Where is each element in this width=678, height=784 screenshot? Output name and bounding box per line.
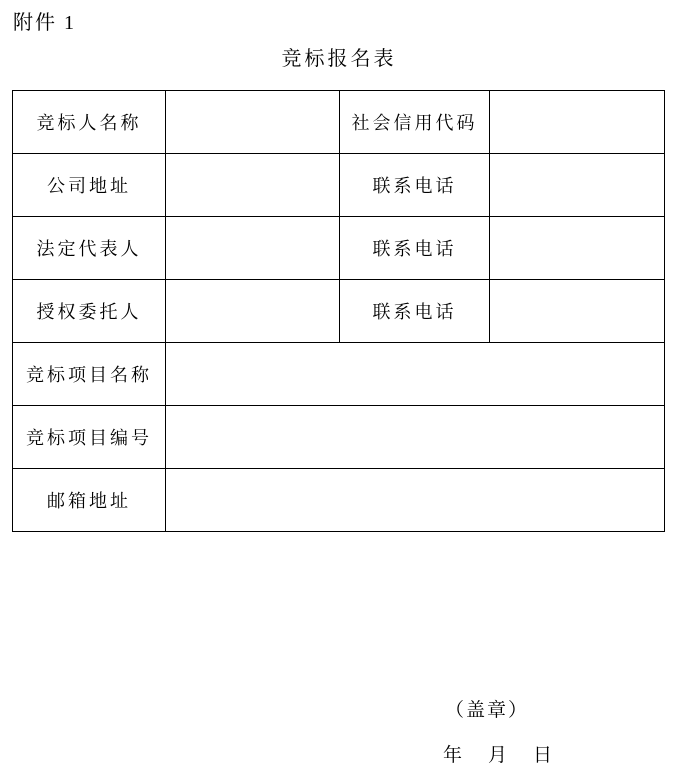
date-day-label: 日 [533, 745, 553, 766]
table-row-company-address [13, 154, 665, 217]
field-label-bidder-name: 竞标人名称 [13, 91, 166, 154]
date-placeholder [443, 740, 552, 767]
field-value-authorized-agent[interactable] [166, 280, 340, 343]
field-label-contact-phone-1: 联系电话 [340, 154, 490, 217]
field-label-contact-phone-3: 联系电话 [340, 280, 490, 343]
field-value-project-number[interactable] [166, 406, 665, 469]
field-label-email-address: 邮箱地址 [13, 469, 166, 532]
date-year-label: 年 [443, 745, 463, 766]
table-row-legal-representative [13, 217, 665, 280]
field-value-legal-representative[interactable] [166, 217, 340, 280]
table-row-project-name [13, 343, 665, 406]
page-title: 竞标报名表 [281, 48, 397, 70]
registration-table [12, 90, 665, 532]
seal-placeholder: （盖章） [445, 700, 530, 721]
field-value-contact-phone-2[interactable] [490, 217, 665, 280]
field-label-legal-representative: 法定代表人 [13, 217, 166, 280]
table-row-project-number [13, 406, 665, 469]
field-value-company-address[interactable] [166, 154, 340, 217]
attachment-label: 附件 1 [13, 12, 76, 34]
field-value-email-address[interactable] [166, 469, 665, 532]
date-month-label: 月 [488, 745, 508, 766]
field-label-company-address: 公司地址 [13, 154, 166, 217]
field-value-bidder-name[interactable] [166, 91, 340, 154]
field-label-social-credit-code: 社会信用代码 [340, 91, 490, 154]
field-label-authorized-agent: 授权委托人 [13, 280, 166, 343]
table-row-authorized-agent [13, 280, 665, 343]
field-label-project-name: 竞标项目名称 [13, 343, 166, 406]
field-label-contact-phone-2: 联系电话 [340, 217, 490, 280]
field-value-social-credit-code[interactable] [490, 91, 665, 154]
field-value-project-name[interactable] [166, 343, 665, 406]
field-value-contact-phone-1[interactable] [490, 154, 665, 217]
field-label-project-number: 竞标项目编号 [13, 406, 166, 469]
table-row-bidder-name [13, 91, 665, 154]
field-value-contact-phone-3[interactable] [490, 280, 665, 343]
table-row-email-address [13, 469, 665, 532]
